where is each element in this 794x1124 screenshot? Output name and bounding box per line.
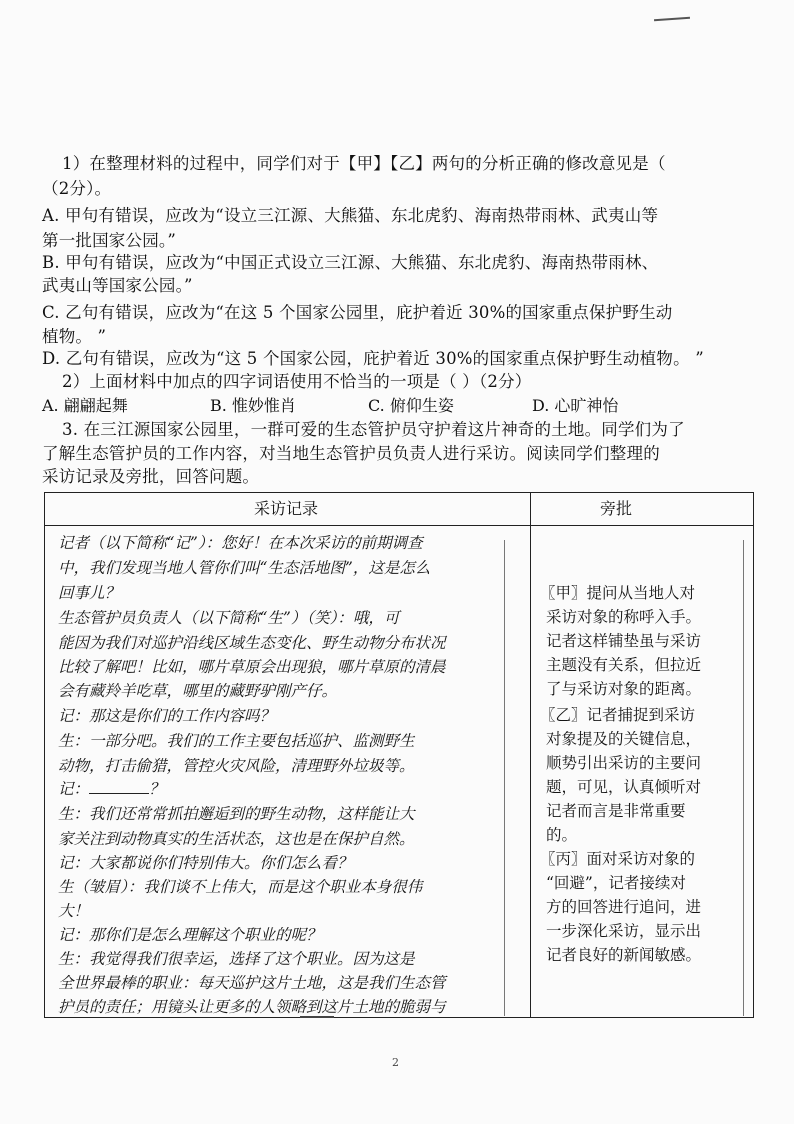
annotation-line: 主题没有关系，但拉近	[546, 656, 702, 674]
record-line: 生（皱眉）：我们谈不上伟大，而是这个职业本身很伟	[58, 878, 423, 896]
q1-option-a-line-2: 第一批国家公园。”	[42, 231, 176, 250]
annotation-line: 记者而言是非常重要	[546, 802, 686, 820]
q2-option-b: B. 惟妙惟肖	[210, 396, 296, 415]
annotation-line: 记者这样铺垫虽与采访	[546, 632, 702, 650]
record-line: 会有藏羚羊吃草，哪里的藏野驴刚产仔。	[58, 682, 338, 700]
annotation-line: 〖丙〗面对采访对象的	[540, 850, 696, 868]
annotation-line: 一步深化采访，显示出	[546, 922, 702, 940]
table-header-divider	[45, 525, 753, 526]
q1-option-d-line-1: D. 乙句有错误，应改为“这 5 个国家公园，庇护着近 30%的国家重点保护野生动植物。 ”	[42, 349, 704, 368]
record-line: 记：那这是你们的工作内容吗？	[58, 707, 276, 725]
table-header-record: 采访记录	[254, 499, 319, 518]
annotation-line: 记者良好的新闻敏感。	[546, 946, 702, 964]
record-line-suffix: ？	[149, 780, 165, 798]
record-line: 家关注到动物真实的生活状态，这也是在保护自然。	[58, 830, 415, 848]
record-line: 记者（以下简称“记”）：您好！在本次采访的前期调查	[58, 534, 423, 552]
q2-stem: 2）上面材料中加点的四字词语使用不恰当的一项是（ ）（2分）	[62, 372, 532, 391]
record-line: 生：我觉得我们很幸运，选择了这个职业。因为这是	[58, 950, 415, 968]
annotation-line: 方的回答进行追问，进	[546, 898, 702, 916]
q1-stem-line-1: 1）在整理材料的过程中，同学们对于【甲】【乙】两句的分析正确的修改意见是（	[62, 154, 666, 173]
record-line: 全世界最棒的职业：每天巡护这片土地，这是我们生态管	[58, 974, 446, 992]
annotation-line: 对象提及的关键信息，	[546, 730, 702, 748]
annotation-line: 的。	[546, 826, 578, 844]
annotation-line: 〖甲〗提问从当地人对	[540, 584, 696, 602]
record-line: 生态管护员负责人（以下简称“生”）（笑）：哦，可	[58, 609, 400, 627]
q1-option-b-line-2: 武夷山等国家公园。”	[42, 276, 193, 295]
q1-stem-line-2: （2分）。	[42, 179, 112, 198]
record-line: 记：那你们是怎么理解这个职业的呢？	[58, 926, 322, 944]
record-line: 能因为我们对巡护沿线区域生态变化、野生动物分布状况	[58, 634, 446, 652]
annotation-line: 了与采访对象的距离。	[546, 680, 702, 698]
q3-stem-line-2: 了解生态管护员的工作内容，对当地生态管护员负责人进行采访。阅读同学们整理的	[42, 444, 660, 463]
scan-artifact-dash	[300, 1016, 334, 1018]
answer-blank[interactable]	[89, 778, 149, 794]
q1-option-a-line-1: A. 甲句有错误，应改为“设立三江源、大熊猫、东北虎豹、海南热带雨林、武夷山等	[42, 206, 659, 225]
annotation-line: 顺势引出采访的主要问	[546, 754, 702, 772]
record-line: 比较了解吧！比如，哪片草原会出现狼，哪片草原的清晨	[58, 658, 446, 676]
record-line: 护员的责任；用镜头让更多的人领略到这片土地的脆弱与	[58, 998, 446, 1016]
table-header-annotation: 旁批	[600, 499, 633, 518]
record-line: 大！	[58, 902, 90, 920]
record-line-with-blank	[58, 778, 165, 800]
q3-stem-line-1: 3. 在三江源国家公园里，一群可爱的生态管护员守护着这片神奇的土地。同学们为了	[62, 420, 685, 439]
record-line: 回事儿？	[58, 584, 121, 602]
record-line-prefix: 记：	[58, 780, 90, 798]
q1-option-b-line-1: B. 甲句有错误，应改为“中国正式设立三江源、大熊猫、东北虎豹、海南热带雨林、	[42, 253, 659, 272]
q2-option-a: A. 翩翩起舞	[42, 396, 128, 415]
record-line: 记：大家都说你们特别伟大。你们怎么看？	[58, 854, 353, 872]
record-line: 中，我们发现当地人管你们叫“生态活地图”，这是怎么	[58, 559, 431, 577]
q2-option-c: C. 俯仰生姿	[368, 396, 454, 415]
q2-option-d: D. 心旷神怡	[532, 396, 619, 415]
record-line: 生：一部分吧。我们的工作主要包括巡护、监测野生	[58, 732, 415, 750]
annotation-line: 采访对象的称呼入手。	[546, 608, 702, 626]
q3-stem-line-3: 采访记录及旁批，回答问题。	[42, 467, 260, 486]
record-line: 动物，打击偷猎，管控火灾风险，清理野外垃圾等。	[58, 757, 415, 775]
annotation-line: 〖乙〗记者捕捉到采访	[540, 706, 696, 724]
annotation-line: “回避”，记者接续对	[546, 874, 686, 892]
q1-option-c-line-1: C. 乙句有错误，应改为“在这 5 个国家公园里，庇护着近 30%的国家重点保护野生动	[42, 303, 673, 322]
scan-artifact-mark	[654, 17, 690, 22]
annotation-line: 题，可见，认真倾听对	[546, 778, 702, 796]
page-number: 2	[392, 1056, 399, 1069]
q1-option-c-line-2: 植物。 ”	[42, 327, 107, 346]
record-line: 生：我们还常常抓拍邂逅到的野生动物，这样能让大	[58, 805, 415, 823]
